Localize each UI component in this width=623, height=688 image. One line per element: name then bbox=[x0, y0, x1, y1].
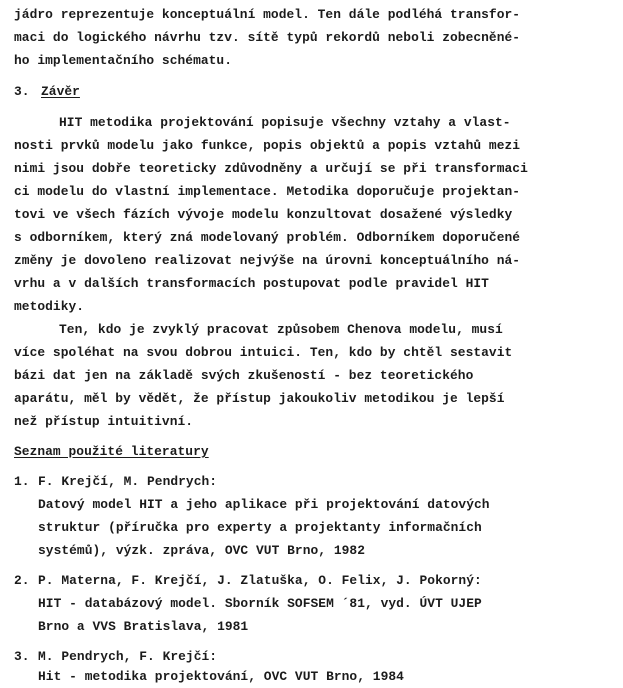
paragraph-1-line: tovi ve všech fázích vývoje modelu konzultovat dosažené výsledky bbox=[14, 207, 513, 222]
paragraph-1-line: nosti prvků modelu jako funkce, popis objektů a popis vztahů mezi bbox=[14, 138, 521, 153]
reference-line: Hit - metodika projektování, OVC VUT Brno, 1984 bbox=[38, 669, 404, 684]
intro-line: jádro reprezentuje konceptuální model. Ten dále podléhá transfor- bbox=[14, 7, 521, 22]
reference-line: M. Pendrych, F. Krejčí: bbox=[38, 649, 218, 664]
reference-number: 1. bbox=[14, 474, 30, 489]
reference-number: 2. bbox=[14, 573, 30, 588]
paragraph-2-line: bázi dat jen na základě svých zkušeností - bez teoretického bbox=[14, 368, 474, 383]
reference-line: systémů), výzk. zpráva, OVC VUT Brno, 1982 bbox=[38, 543, 365, 558]
reference-line: Datový model HIT a jeho aplikace při projektování datových bbox=[38, 497, 490, 512]
paragraph-2-line: aparátu, měl by vědět, že přístup jakoukoliv metodikou je lepší bbox=[14, 391, 505, 406]
intro-line: ho implementačního schématu. bbox=[14, 53, 232, 68]
reference-line: P. Materna, F. Krejčí, J. Zlatuška, O. Felix, J. Pokorný: bbox=[38, 573, 482, 588]
references-title: Seznam použité literatury bbox=[14, 444, 209, 459]
reference-number: 3. bbox=[14, 649, 30, 664]
paragraph-1-line: změny je dovoleno realizovat nejvýše na úrovni konceptuálního ná- bbox=[14, 253, 521, 268]
section-number: 3. bbox=[14, 84, 30, 99]
section-title: Závěr bbox=[41, 84, 80, 99]
reference-line: HIT - databázový model. Sborník SOFSEM ´81, vyd. ÚVT UJEP bbox=[38, 596, 482, 611]
paragraph-1-line: s odborníkem, který zná modelovaný problém. Odborníkem doporučené bbox=[14, 230, 521, 245]
reference-line: F. Krejčí, M. Pendrych: bbox=[38, 474, 218, 489]
reference-line: struktur (příručka pro experty a projektanty informačních bbox=[38, 520, 482, 535]
intro-line: maci do logického návrhu tzv. sítě typů rekordů neboli zobecněné- bbox=[14, 30, 521, 45]
paragraph-1-line: HIT metodika projektování popisuje všechny vztahy a vlast- bbox=[59, 115, 511, 130]
reference-line: Brno a VVS Bratislava, 1981 bbox=[38, 619, 249, 634]
paragraph-1-line: nimi jsou dobře teoreticky zdůvodněny a určují se při transformaci bbox=[14, 161, 528, 176]
paragraph-2-line: více spoléhat na svou dobrou intuici. Ten, kdo by chtěl sestavit bbox=[14, 345, 513, 360]
paragraph-2-line: než přístup intuitivní. bbox=[14, 414, 194, 429]
paragraph-2-line: Ten, kdo je zvyklý pracovat způsobem Chenova modelu, musí bbox=[59, 322, 503, 337]
paragraph-1-line: metodiky. bbox=[14, 299, 85, 314]
paragraph-1-line: vrhu a v dalších transformacích postupovat podle pravidel HIT bbox=[14, 276, 489, 291]
paragraph-1-line: ci modelu do vlastní implementace. Metodika doporučuje projektan- bbox=[14, 184, 521, 199]
